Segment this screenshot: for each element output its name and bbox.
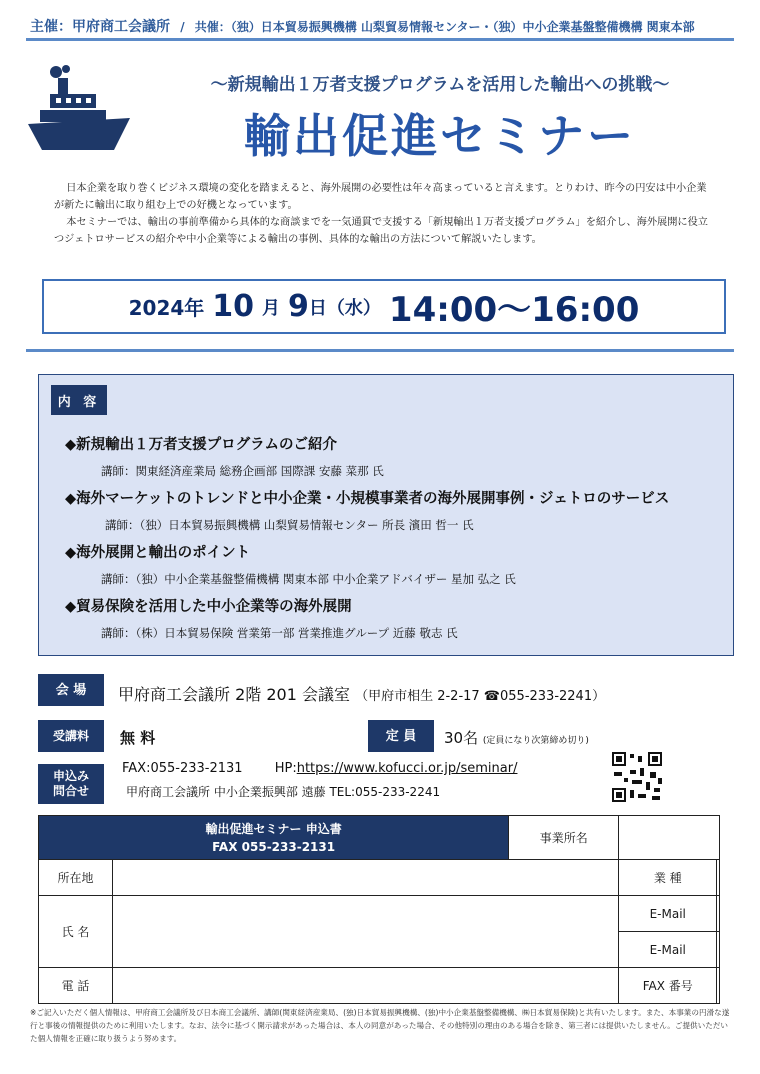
- name-field[interactable]: [113, 896, 619, 968]
- subtitle: ～新規輸出１万者支援プログラムを活用した輸出への挑戦～: [210, 75, 670, 95]
- name-label: 氏 名: [39, 896, 113, 968]
- venue-info: [118, 682, 605, 705]
- capacity-label: 定 員: [368, 720, 434, 752]
- date-time: 14:00～16:00: [388, 290, 640, 330]
- program-item-2: ◆海外マーケットのトレンドと中小企業・小規模事業者の海外展開事例・ジェトロのサービス: [65, 491, 670, 507]
- program-item-4: ◆貿易保険を活用した中小企業等の海外展開: [65, 599, 352, 615]
- office-name-field[interactable]: [619, 816, 720, 860]
- qr-code-icon[interactable]: [612, 752, 662, 802]
- organizer-label: 主催：甲府商工会議所: [30, 19, 170, 35]
- industry-field[interactable]: [717, 860, 720, 896]
- lecturer-2: 講師：（独）日本貿易振興機構 山梨貿易情報センター 所長 濱田 哲一 氏: [105, 518, 474, 532]
- fee-label: 受講料: [38, 720, 104, 752]
- office-name-label: 事業所名: [509, 816, 619, 860]
- email-label-2: E-Mail: [619, 932, 717, 968]
- program-item-3: ◆海外展開と輸出のポイント: [65, 545, 251, 561]
- industry-label: 業 種: [619, 860, 717, 896]
- fax-label: FAX 番号: [619, 968, 717, 1004]
- form-header-fax: FAX 055-233-2131: [212, 839, 336, 854]
- date-day: 9: [288, 289, 309, 324]
- date-day-unit: 日: [308, 297, 327, 319]
- form-header: [39, 816, 509, 860]
- contact-hp-link[interactable]: https://www.kofucci.or.jp/seminar/: [296, 761, 518, 776]
- location-label: 所在地: [39, 860, 113, 896]
- program-item-1: ◆新規輸出１万者支援プログラムのご紹介: [65, 437, 338, 453]
- phone-field[interactable]: [113, 968, 619, 1004]
- intro-text: [54, 180, 714, 248]
- header-organizers: [30, 16, 730, 36]
- contact-person: 甲府商工会議所 中小企業振興部 遠藤 TEL:055-233-2241: [126, 785, 441, 799]
- contact-label-line1: 申込み: [52, 769, 89, 783]
- contents-box: [38, 374, 734, 656]
- date-box: [42, 279, 726, 334]
- venue-address: （甲府市相生 2-2-17 ☎055-233-2241）: [355, 689, 606, 704]
- capacity-info: [444, 727, 589, 748]
- venue-label: 会 場: [38, 674, 104, 706]
- date-rule: [26, 349, 734, 352]
- capacity-value: 30名: [444, 729, 479, 747]
- co-organizers: 共催：（独）日本貿易振興機構 山梨貿易情報センター・（独）中小企業基盤整備機構 関東本部: [194, 20, 695, 34]
- location-field[interactable]: [113, 860, 619, 896]
- lecturer-3: 講師：（独）中小企業基盤整備機構 関東本部 中小企業アドバイザー 星加 弘之 氏: [101, 572, 516, 586]
- fax-field[interactable]: [717, 968, 720, 1004]
- intro-paragraph-1: 日本企業を取り巻くビジネス環境の変化を踏まえると、海外展開の必要性は年々高まっていると言えます。とりわけ、昨今の円安は中小企業が新たに輸出に取り組む上での好機となっています。: [54, 183, 707, 211]
- privacy-notice: ※ご記入いただく個人情報は、甲府商工会議所及び日本商工会議所、講師(関東経済産業局、(独)日本貿易振興機構、(独)中小企業基盤整備機構、㈱日本貿易保険)と共有いたします。また、本事業の円滑な遂行と事後の情報提供のために利用いたします。なお、法令に基づく開示請求があった場合は、本人の同意があった場合、その他特別の理由のある場合を除き、第三者には提供いたしません。ご提供いただいた個人情報を正確に取り扱うよう努めます。: [30, 1008, 730, 1043]
- intro-paragraph-2: 本セミナーでは、輸出の事前準備から具体的な商談までを一気通貫で支援する「新規輸出１万者支援プログラム」を紹介し、海外展開に役立つジェトロサービスの紹介や中小企業等による輸出の事例、具体的な輸出の方法について解説いたします。: [54, 217, 708, 245]
- header-separator: /: [180, 20, 185, 34]
- email-field-2[interactable]: [717, 932, 720, 968]
- venue-name: 甲府商工会議所 2階 201 会議室: [118, 685, 350, 704]
- capacity-note: (定員になり次第締め切り): [482, 736, 589, 746]
- application-form: [38, 815, 720, 1004]
- ship-icon: [26, 60, 136, 156]
- contact-fax: FAX:055-233-2131: [122, 761, 243, 776]
- fee-value: 無 料: [120, 729, 156, 747]
- lecturer-1: 講師：関東経済産業局 総務企画部 国際課 安藤 菜那 氏: [101, 464, 384, 478]
- date-weekday: （水）: [326, 297, 381, 319]
- phone-label: 電 話: [39, 968, 113, 1004]
- contact-label-line2: 問合せ: [52, 784, 89, 798]
- contact-label: [38, 764, 104, 804]
- date-year: 2024年: [128, 296, 205, 320]
- page-title: 輸出促進セミナー: [244, 109, 636, 163]
- date-month: 10: [212, 289, 255, 324]
- email-field-1[interactable]: [717, 896, 720, 932]
- form-header-title: 輸出促進セミナー 申込書: [205, 821, 342, 836]
- contents-label: 内 容: [51, 385, 107, 415]
- lecturer-4: 講師：（株）日本貿易保険 営業第一部 営業推進グループ 近藤 敬志 氏: [101, 626, 458, 640]
- email-label-1: E-Mail: [619, 896, 717, 932]
- header-rule: [26, 38, 734, 41]
- contact-hp-label: HP:: [274, 761, 297, 776]
- contact-line-1: [122, 761, 517, 776]
- date-month-unit: 月: [262, 297, 281, 319]
